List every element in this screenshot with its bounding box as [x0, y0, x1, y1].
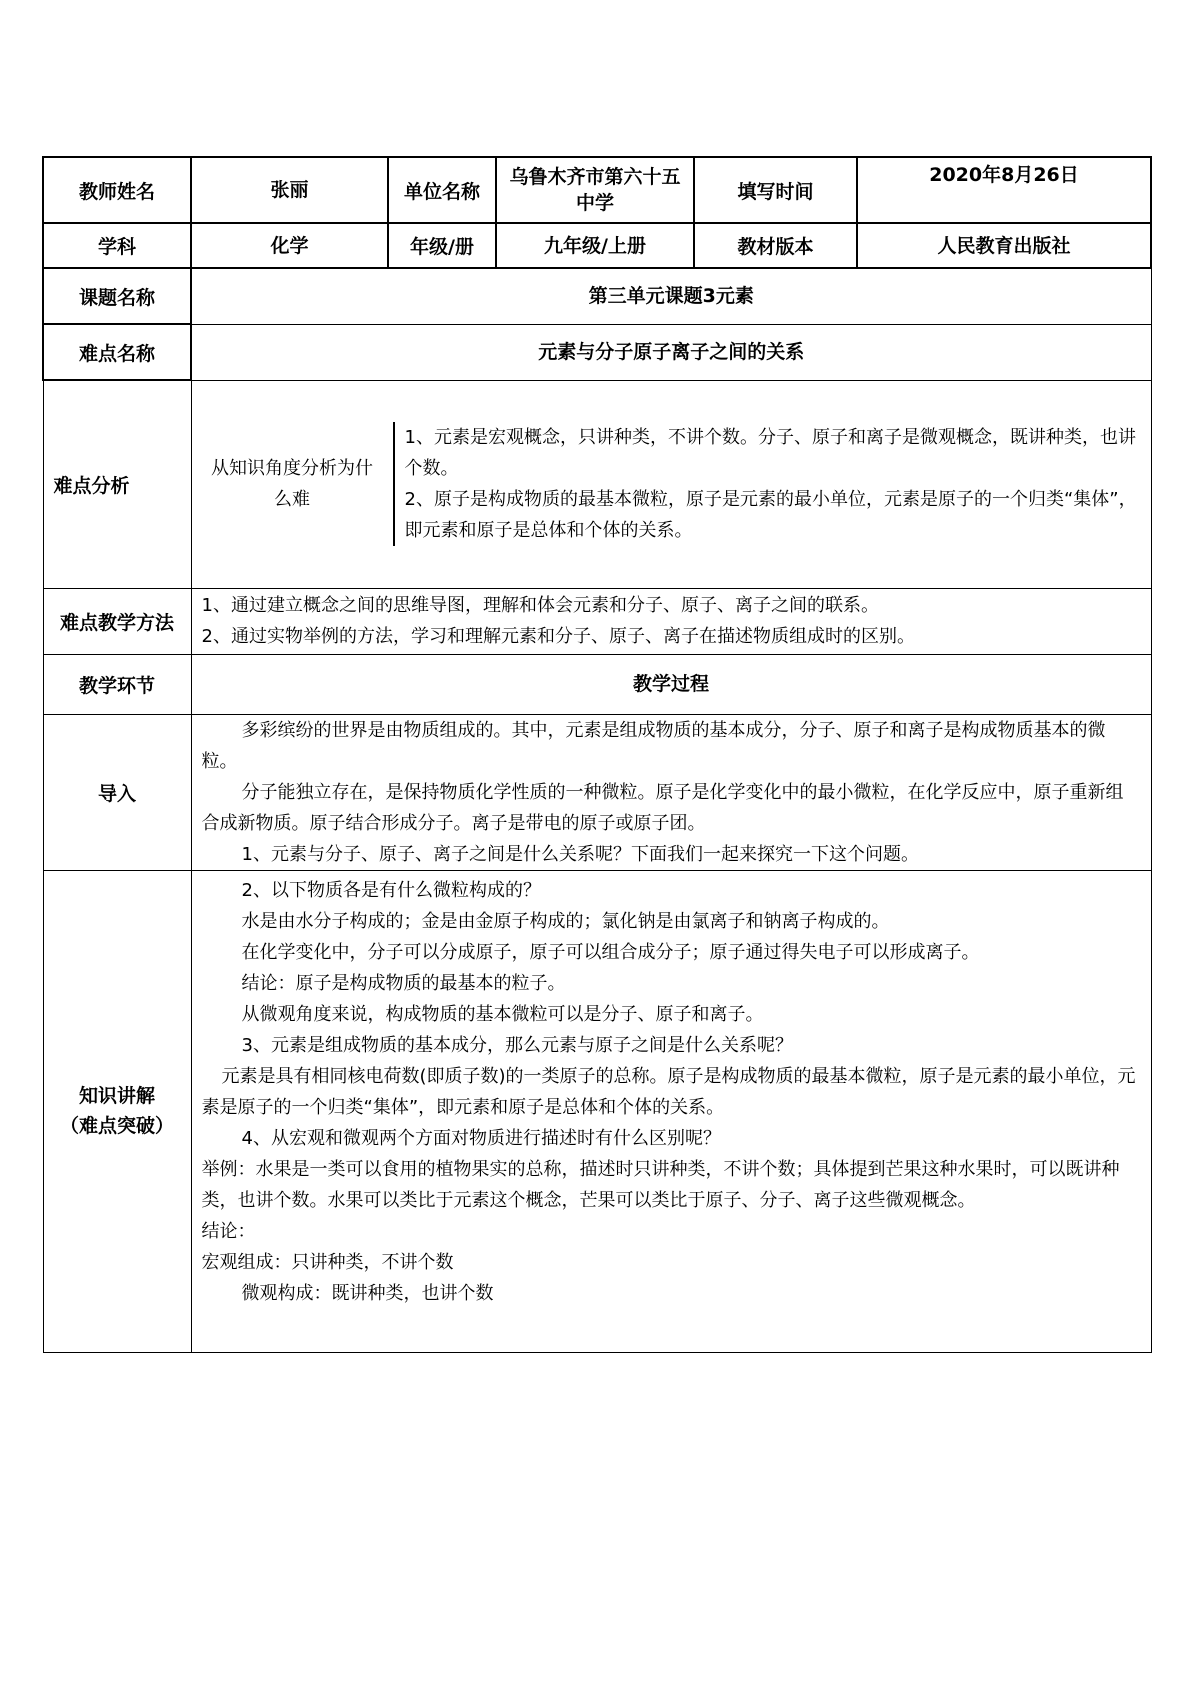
- knowledge-paragraph-3: 在化学变化中，分子可以分成原子，原子可以组合成分子；原子通过得失电子可以形成离子。: [241, 941, 980, 963]
- knowledge-paragraph-8: 4、从宏观和微观两个方面对物质进行描述时有什么区别呢？: [241, 1127, 721, 1149]
- knowledge-label-sub: （难点突破）: [59, 1115, 174, 1137]
- knowledge-paragraph-10: 结论：: [201, 1220, 256, 1242]
- edition-value: 人民教育出版社: [857, 223, 1151, 268]
- topic-value: 第三单元课题3元素: [191, 268, 1151, 324]
- method-text: [191, 588, 1151, 654]
- analysis-row: [43, 380, 1151, 588]
- process-section-label: 教学环节: [43, 654, 191, 714]
- method-label: 难点教学方法: [43, 588, 191, 654]
- subject-label: 学科: [43, 223, 191, 268]
- topic-label: 课题名称: [43, 268, 191, 324]
- intro-text: [191, 714, 1151, 870]
- knowledge-paragraph-1: 2、以下物质各是有什么微粒构成的？: [241, 879, 541, 901]
- method-row: [43, 588, 1151, 654]
- intro-label: 导入: [43, 714, 191, 870]
- date-label: 填写时间: [694, 157, 857, 223]
- topic-row: [43, 268, 1151, 324]
- knowledge-paragraph-6: 3、元素是组成物质的基本成分，那么元素与原子之间是什么关系呢？: [241, 1034, 793, 1056]
- knowledge-row: [43, 870, 1151, 1352]
- analysis-content: [191, 380, 1151, 588]
- difficulty-value: 元素与分子原子离子之间的关系: [191, 324, 1151, 380]
- grade-value: 九年级/上册: [496, 223, 694, 268]
- knowledge-paragraph-11: 宏观组成：只讲种类，不讲个数: [201, 1251, 454, 1273]
- unit-value: 乌鲁木齐市第六十五中学: [496, 157, 694, 223]
- unit-label: 单位名称: [388, 157, 496, 223]
- analysis-line-2: 2、原子是构成物质的最基本微粒，原子是元素的最小单位，元素是原子的一个归类“集体”，即元素和原子是总体和个体的关系。: [404, 489, 1137, 541]
- method-line-1: 1、通过建立概念之间的思维导图，理解和体会元素和分子、原子、离子之间的联系。: [201, 595, 879, 616]
- edition-label: 教材版本: [694, 223, 857, 268]
- grade-label: 年级/册: [388, 223, 496, 268]
- method-line-2: 2、通过实物举例的方法，学习和理解元素和分子、原子、离子在描述物质组成时的区别。: [201, 626, 915, 647]
- header-row-2: [43, 223, 1151, 268]
- intro-paragraph-1: 多彩缤纷的世界是由物质组成的。其中，元素是组成物质的基本成分，分子、原子和离子是构成物质基本的微粒。: [201, 719, 1106, 772]
- knowledge-paragraph-4: 结论：原子是构成物质的最基本的粒子。: [241, 972, 566, 994]
- difficulty-label: 难点名称: [43, 324, 191, 380]
- analysis-inner: [192, 422, 1151, 546]
- knowledge-paragraph-7: 元素是具有相同核电荷数(即质子数)的一类原子的总称。原子是构成物质的最基本微粒，原子是元素的最小单位，元素是原子的一个归类“集体”，即元素和原子是总体和个体的关系。: [201, 1065, 1136, 1118]
- header-row-1: [43, 157, 1151, 223]
- knowledge-label-cell: [43, 870, 191, 1352]
- intro-paragraph-3: 1、元素与分子、原子、离子之间是什么关系呢？下面我们一起来探究一下这个问题。: [241, 843, 919, 865]
- subject-value: 化学: [191, 223, 388, 268]
- teacher-value: 张丽: [191, 157, 388, 223]
- process-header-row: [43, 654, 1151, 714]
- knowledge-paragraph-5: 从微观角度来说，构成物质的基本微粒可以是分子、原子和离子。: [241, 1003, 764, 1025]
- analysis-text: [394, 422, 1151, 546]
- intro-paragraph-2: 分子能独立存在，是保持物质化学性质的一种微粒。原子是化学变化中的最小微粒，在化学反应中，原子重新组合成新物质。原子结合形成分子。离子是带电的原子或原子团。: [201, 781, 1124, 834]
- process-header-value: 教学过程: [191, 654, 1151, 714]
- analysis-label: 难点分析: [43, 380, 191, 588]
- teacher-label: 教师姓名: [43, 157, 191, 223]
- analysis-sub-label: 从知识角度分析为什么难: [192, 422, 394, 546]
- analysis-line-1: 1、元素是宏观概念，只讲种类，不讲个数。分子、原子和离子是微观概念，既讲种类，也讲个数。: [404, 427, 1136, 479]
- difficulty-row: [43, 324, 1151, 380]
- intro-row: [43, 714, 1151, 870]
- knowledge-label: 知识讲解: [78, 1085, 155, 1107]
- knowledge-text: [191, 870, 1151, 1352]
- knowledge-paragraph-2: 水是由水分子构成的；金是由金原子构成的；氯化钠是由氯离子和钠离子构成的。: [241, 910, 890, 932]
- lesson-plan-table: [42, 156, 1152, 1353]
- knowledge-paragraph-12: 微观构成：既讲种类，也讲个数: [241, 1282, 494, 1304]
- knowledge-paragraph-9: 举例：水果是一类可以食用的植物果实的总称，描述时只讲种类，不讲个数；具体提到芒果这种水果时，可以既讲种类，也讲个数。水果可以类比于元素这个概念，芒果可以类比于原子、分子、离子这些微观概念。: [201, 1158, 1120, 1211]
- date-value: 2020年8月26日: [857, 157, 1151, 223]
